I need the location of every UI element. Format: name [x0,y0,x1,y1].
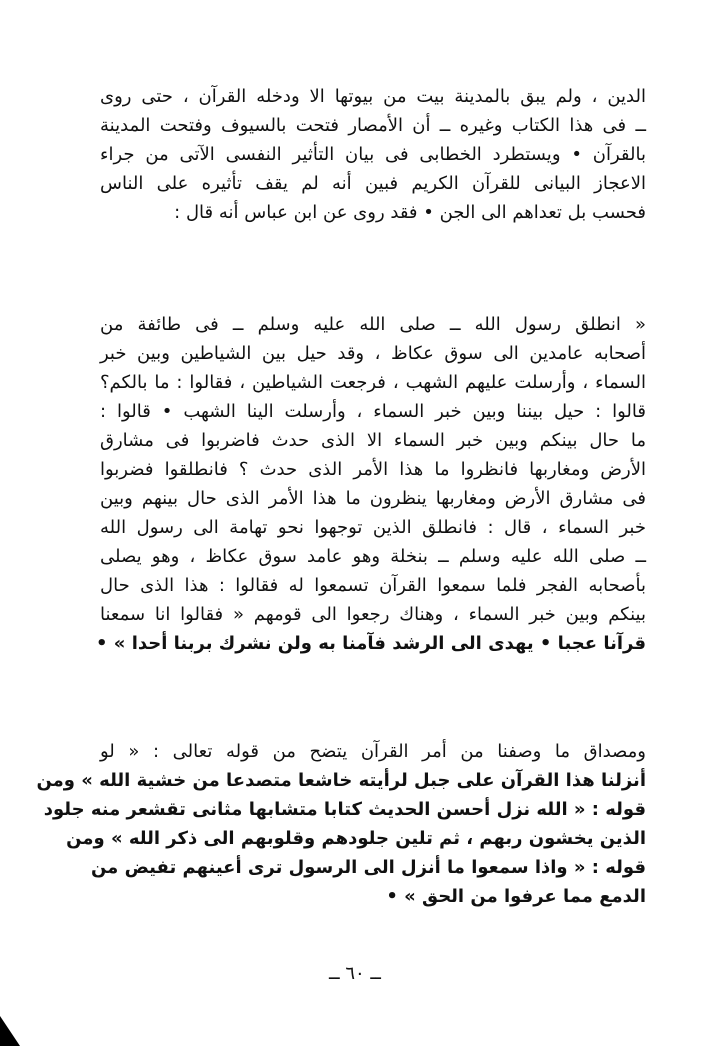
quran-quote-line: أنزلنا هذا القرآن على جبل لرأيته خاشعا متصدعا من خشية الله » ومن [36,770,646,791]
quran-quote-line: قرآنا عجبا • يهدى الى الرشد فآمنا به ولن نشرك بربنا أحدا » • [96,633,646,654]
text-line: أصحابه عامدين الى سوق عكاظ ، وقد حيل بين الشياطين وبين خبر [100,343,646,364]
text-line: خبر السماء ، قال : فانطلق الذين توجهوا نحو تهامة الى رسول الله [100,517,646,538]
text-line: الدين ، ولم يبق بالمدينة بيت من بيوتها الا ودخله القرآن ، حتى روى [100,86,646,107]
text-line: ــ فى هذا الكتاب وغيره ــ أن الأمصار فتحت بالسيوف وفتحت المدينة [100,115,646,136]
paragraph-3 [36,737,646,911]
quran-quote-line: قوله : « واذا سمعوا ما أنزل الى الرسول ترى أعينهم تفيض من [90,857,646,878]
text-line: ما حال بينكم وبين خبر السماء الا الذى حدث فاضربوا فى مشارق [100,430,646,451]
text-line: فحسب بل تعداهم الى الجن • فقد روى عن ابن عباس أنه قال : [174,202,646,223]
text-line: « انطلق رسول الله ــ صلى الله عليه وسلم ــ فى طائفة من [100,314,646,335]
text-line: ــ صلى الله عليه وسلم ــ بنخلة وهو عامد سوق عكاظ ، وهو يصلى [100,546,646,567]
text-line: بالقرآن • ويستطرد الخطابى فى بيان التأثير النفسى الآتى من جراء [100,144,646,165]
quran-quote-line: قوله : « الله نزل أحسن الحديث كتابا متشابها مثانى تقشعر منه جلود [43,799,646,820]
quran-quote-line: الذين يخشون ربهم ، ثم تلين جلودهم وقلوبهم الى ذكر الله » ومن [66,828,646,849]
text-line: فى مشارق الأرض ومغاربها ينظرون ما هذا الأمر الذى حال بينهم وبين [100,488,646,509]
text-line: الأرض ومغاربها فانظروا ما هذا الأمر الذى حدث ؟ فانطلقوا فضربوا [100,459,646,480]
paragraph-2-hadith-quote [96,310,646,658]
paragraph-1 [100,82,646,227]
text-line: قالوا : حيل بيننا وبين خبر السماء ، وأرسلت الينا الشهب • قالوا : [100,401,646,422]
text-line: بينكم وبين خبر السماء ، وهناك رجعوا الى قومهم « فقالوا انا سمعنا [100,604,646,625]
text-line: ومصداق ما وصفنا من أمر القرآن يتضح من قوله تعالى : « لو [100,741,646,762]
quran-quote-line: الدمع مما عرفوا من الحق » • [386,886,646,907]
page-number: ــ ٦٠ ــ [329,963,381,984]
text-line: بأصحابه الفجر فلما سمعوا القرآن تسمعوا له فقالوا : هذا الذى حال [100,575,646,596]
text-line: السماء ، وأرسلت عليهم الشهب ، فرجعت الشياطين ، فقالوا : ما بالكم؟ [100,372,646,393]
corner-mark [0,1016,20,1046]
text-line: الاعجاز البيانى للقرآن الكريم فبين أنه لم يقف تأثيره على الناس [100,173,646,194]
